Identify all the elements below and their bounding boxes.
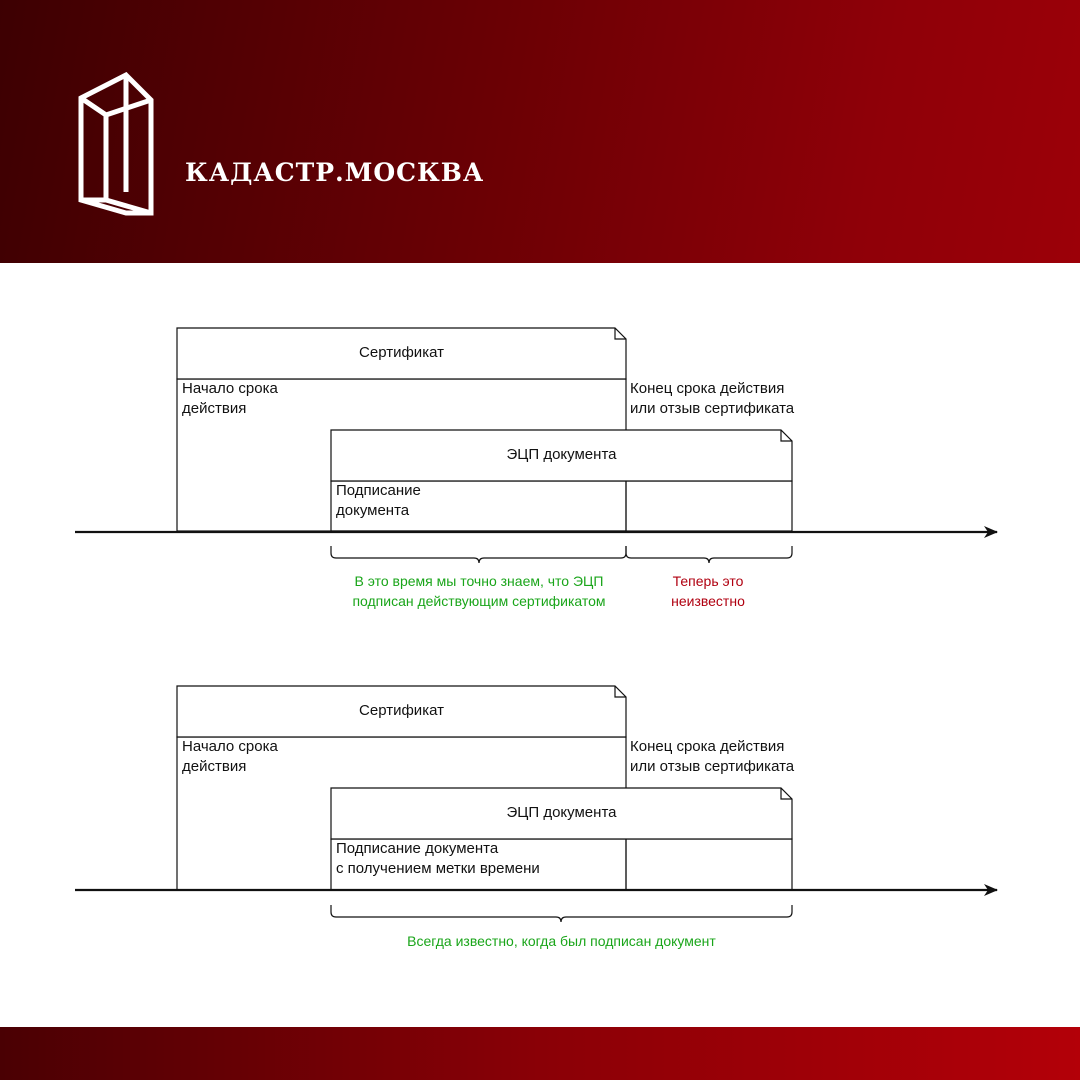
signing-label: Подписание документа xyxy=(336,482,421,519)
validity-end-label: Конец срока действия или отзыв сертификата xyxy=(630,738,795,775)
known-period-note: В это время мы точно знаем, что ЭЦП подписан действующим сертификатом xyxy=(352,573,606,609)
always-known-note: Всегда известно, когда был подписан документ xyxy=(407,933,716,949)
brand-name: КАДАСТР.МОСКВА xyxy=(185,158,485,187)
certificate-label: Сертификат xyxy=(359,344,444,361)
signature-label: ЭЦП документа xyxy=(506,804,617,821)
brace-known xyxy=(331,546,626,563)
unknown-period-note: Теперь это неизвестно xyxy=(671,573,745,609)
signing-label: Подписание документа с получением метки времени xyxy=(336,840,540,877)
brace-always-known xyxy=(331,905,792,922)
certificate-label: Сертификат xyxy=(359,702,444,719)
brace-unknown xyxy=(626,546,792,563)
footer-bar xyxy=(0,1027,1080,1080)
validity-start-label: Начало срока действия xyxy=(182,738,278,775)
signature-label: ЭЦП документа xyxy=(506,446,617,463)
validity-start-label: Начало срока действия xyxy=(182,380,278,417)
validity-end-label: Конец срока действия или отзыв сертификата xyxy=(630,380,795,417)
